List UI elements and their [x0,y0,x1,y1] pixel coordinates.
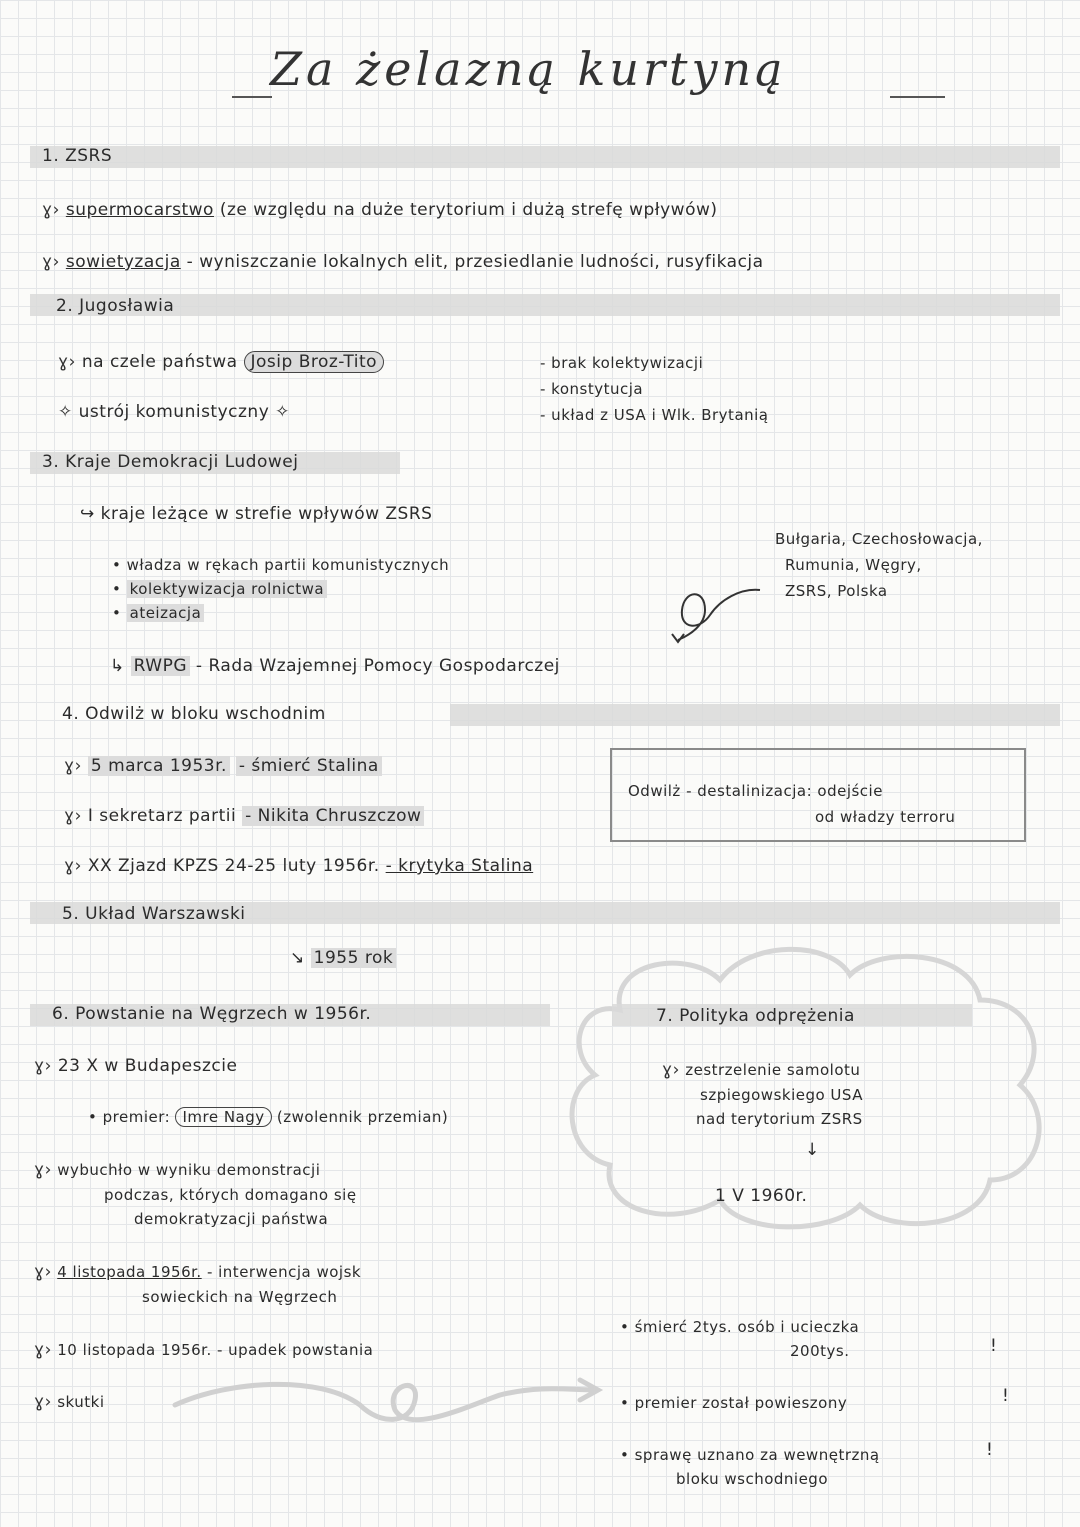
s6-bullet-5 [34,1392,105,1412]
s5-year-text: 1955 rok [311,948,397,968]
s6-text-5: skutki [57,1393,105,1411]
s2-leader-name: Josip Broz-Tito [244,351,385,373]
s6-bullet-1 [34,1056,237,1076]
bullet-marker: ɣ› [662,1060,680,1080]
s3-rwpg-text: - Rada Wzajemnej Pomocy Gospodarczej [195,656,560,676]
s2-leader-prefix: na czele państwa [81,352,238,372]
s6-text-3b: sowieckich na Węgrzech [142,1288,338,1306]
s2-regime [58,402,290,422]
s4-term: - krytyka Stalina [385,856,534,876]
s6-text-4: 10 listopada 1956r. - upadek powstania [57,1341,374,1359]
bullet-marker: ɣ› [34,1392,52,1412]
effect-3-line-2: bloku wschodniego [676,1470,829,1488]
s6-text-1: 23 X w Budapeszcie [57,1056,238,1076]
thaw-box-line-2: od władzy terroru [815,808,956,826]
s3-bullet-1-text: władza w rękach partii komunistycznych [126,556,450,574]
s7-line-1 [662,1060,860,1080]
s6-bullet-2 [34,1160,320,1180]
s6-text-2c: demokratyzacji państwa [134,1210,329,1228]
s1-bullet-1 [42,200,718,220]
bullet-marker: ɣ› [64,806,82,826]
curved-arrow-icon: ↪ [80,504,95,524]
s3-bullet-1: • władza w rękach partii komunistycznych [112,556,450,574]
section-6-heading: 6. Powstanie na Węgrzech w 1956r. [52,1004,372,1024]
s6-premier-name: Imre Nagy [175,1107,271,1127]
bullet-marker: ɣ› [34,1160,52,1180]
exclamation-icon: ! [990,1336,998,1356]
effect-2-line-1: • premier został powieszony [620,1394,848,1412]
section-4-heading: 4. Odwilż w bloku wschodnim [62,704,326,724]
s3-countries-2: Rumunia, Węgry, [785,556,922,574]
s3-bullet-3-text: ateizacja [127,604,205,622]
effect-1-line-2: 200tys. [790,1342,850,1360]
section-1-heading: 1. ZSRS [42,146,113,166]
s1-term-sovietization: sowietyzacja [65,252,181,272]
s4-bullet-3 [64,856,533,876]
exclamation-icon: ! [986,1440,994,1460]
s6-date-3: 4 listopada 1956r. [57,1263,202,1281]
s6-text-3a: - interwencja wojsk [206,1263,362,1281]
s4-text-2: I sekretarz partii [87,806,237,826]
down-arrow-icon: ↓ [805,1140,820,1160]
bullet-marker: ɣ› [34,1340,52,1360]
s3-definition-text: kraje leżące w strefie wpływów ZSRS [100,504,433,524]
heading-band [30,294,1060,316]
s6-text-2a: wybuchło w wyniku demonstracji [57,1161,321,1179]
section-5-heading: 5. Układ Warszawski [62,904,246,924]
s4-text-3: XX Zjazd KPZS 24-25 luty 1956r. [87,856,380,876]
bullet-marker: ɣ› [42,252,60,272]
s3-countries-1: Bułgaria, Czechosłowacja, [775,530,983,548]
s7-line-2: szpiegowskiego USA [700,1086,863,1104]
corner-arrow-icon: ↳ [110,656,125,676]
s3-bullet-2: • kolektywizacja rolnictwa [112,580,327,598]
s4-text-1: - śmierć Stalina [236,756,382,776]
bullet-marker: ɣ› [42,200,60,220]
thaw-box-line-1: Odwilż - destalinizacja: odejście [628,782,883,800]
title-underline-left [232,96,272,98]
s3-countries-3: ZSRS, Polska [785,582,888,600]
effect-1-line-1: • śmierć 2tys. osób i ucieczka [620,1318,860,1336]
s6-bullet-4 [34,1340,373,1360]
s1-bullet-2 [42,252,764,272]
s4-date: 5 marca 1953r. [88,756,230,776]
s5-year [290,948,396,968]
s2-regime-text: ustrój komunistyczny [78,402,270,422]
s2-point-2: - konstytucja [540,380,644,398]
s7-date: 1 V 1960r. [715,1186,808,1206]
s6-bullet-3 [34,1262,361,1282]
heading-band [450,704,1060,726]
s6-text-2b: podczas, których domagano się [104,1186,357,1204]
s1-text-2: - wyniszczanie lokalnych elit, przesiedlanie ludności, rusyfikacja [186,252,764,272]
s2-point-3: - układ z USA i Wlk. Brytanią [540,406,769,424]
s6-premier-note: (zwolennik przemian) [276,1108,449,1126]
section-3-heading: 3. Kraje Demokracji Ludowej [42,452,299,472]
s7-line-1-text: zestrzelenie samolotu [685,1061,861,1079]
loop-arrow-icon [660,570,770,650]
bullet-marker: ɣ› [34,1262,52,1282]
squiggle-arrow-icon [170,1360,610,1440]
squiggle-arrow-icon: ↘ [290,948,305,968]
effect-3-line-1: • sprawę uznano za wewnętrzną [620,1446,880,1464]
s4-name: - Nikita Chruszczow [242,806,424,826]
sparkle-icon: ✧ [275,402,290,422]
s6-premier [88,1108,448,1126]
bullet-marker: ɣ› [58,352,76,372]
section-2-heading: 2. Jugosławia [56,296,175,316]
s3-rwpg-abbr: RWPG [131,656,190,676]
s2-point-1: - brak kolektywizacji [540,354,704,372]
s4-bullet-1 [64,756,382,776]
title-underline-right [890,96,945,98]
s1-text-1: (ze względu na duże terytorium i dużą strefę wpływów) [219,200,718,220]
page-title: Za żelazną kurtyną [270,42,787,96]
s7-line-3: nad terytorium ZSRS [696,1110,863,1128]
exclamation-icon: ! [1002,1386,1010,1406]
s3-bullet-3: • ateizacja [112,604,204,622]
bullet-marker: ɣ› [64,856,82,876]
s3-bullet-2-text: kolektywizacja rolnictwa [127,580,328,598]
heading-band [30,146,1060,168]
s1-term-superpower: supermocarstwo [65,200,214,220]
s3-definition [80,504,432,524]
sparkle-icon: ✧ [58,402,73,422]
bullet-marker: ɣ› [64,756,82,776]
section-7-heading: 7. Polityka odprężenia [656,1006,855,1026]
s2-leader [58,352,384,372]
s6-premier-label: • premier: [88,1108,171,1126]
s3-rwpg [110,656,560,676]
s4-bullet-2 [64,806,424,826]
bullet-marker: ɣ› [34,1056,52,1076]
